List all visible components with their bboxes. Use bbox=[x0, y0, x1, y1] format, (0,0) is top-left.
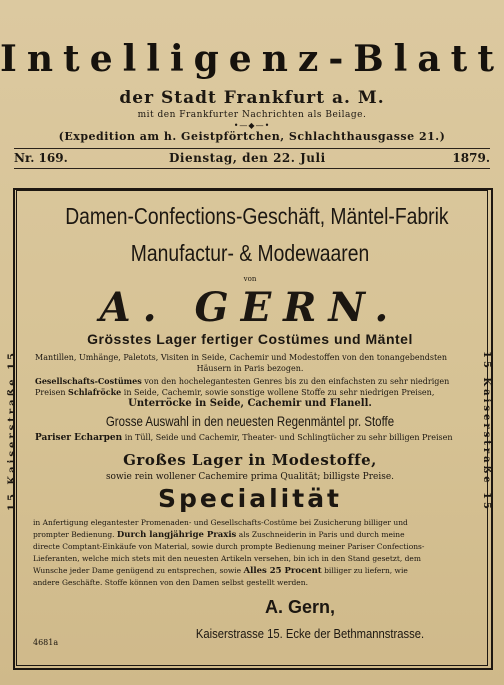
ad-unterrocke-line: Unterröcke in Seide, Cachemir und Flanell. bbox=[128, 398, 372, 409]
masthead-rule-bottom bbox=[14, 168, 490, 169]
masthead-rule-top bbox=[14, 148, 490, 149]
expedition-address: (Expedition am h. Geistpförtchen, Schlachthausgasse 21.) bbox=[58, 130, 446, 143]
ad-mantillen-line: Mantillen, Umhänge, Paletots, Visiten in Seide, Cachemir und Modestoffen von den tonangebendsten bbox=[35, 353, 448, 362]
ad-grosse-auswahl-line: Grosse Auswahl in den neuesten Regenmäntel pr. Stoffe bbox=[105, 413, 395, 429]
ad-cachemire-line: sowie rein wollener Cachemire prima Qualität; billigste Preise. bbox=[105, 472, 395, 482]
ad-side-text-left: 15 Kaiserstraße 15 bbox=[7, 350, 18, 512]
ad-side-text-right: 15 Kaiserstraße 15 bbox=[481, 350, 492, 512]
ad-body-2-lead: prompter Bedienung. bbox=[33, 530, 117, 539]
ad-costumes-lead: Gesellschafts-Costümes bbox=[35, 376, 142, 386]
ad-costumes-line bbox=[35, 376, 465, 386]
issue-bar bbox=[14, 150, 490, 167]
issue-date: Dienstag, den 22. Juli bbox=[169, 151, 326, 165]
ad-lager-line: Grösstes Lager fertiger Costümes und Mäntel bbox=[87, 331, 413, 347]
ad-headline-2: Manufactur- & Modewaaren bbox=[130, 240, 370, 266]
ad-body-line-3: directe Comptant-Einkäufe von Material, sowie durch prompte Bedienung meiner Pariser Confections- bbox=[33, 542, 425, 551]
ad-specialitat-heading: Specialität bbox=[157, 484, 343, 513]
ad-body-line-4: Lieferanten, welche mich stets mit den neuesten Artikeln versehen, bin ich in den Stand gesetzt, dem bbox=[33, 554, 421, 563]
ad-body-5-rest: billiger zu liefern, wie bbox=[321, 566, 408, 575]
newspaper-title: Intelligenz-Blatt bbox=[0, 38, 504, 80]
ad-body-5-lead: Wunsche jeder Dame genügend zu entsprechen, sowie bbox=[33, 566, 244, 575]
issue-number: Nr. 169. bbox=[14, 151, 68, 165]
ad-body-5-bold: Alles 25 Procent bbox=[243, 566, 322, 576]
ad-headline-1: Damen-Confections-Geschäft, Mäntel-Fabrik bbox=[65, 203, 449, 229]
ad-schlafrocke-bold: Schlafröcke bbox=[68, 387, 122, 397]
ad-modestoffe-line: Großes Lager in Modestoffe, bbox=[123, 451, 377, 469]
ad-echarpen-line bbox=[35, 433, 465, 443]
ad-body-line-6: andere Geschäfte. Stoffe können von den Damen selbst gestellt werden. bbox=[33, 578, 308, 587]
ad-mantillen-line-2: Häusern in Paris bezogen. bbox=[196, 364, 304, 373]
ad-schlafrocke-rest: in Seide, Cachemir, sowie sonstige wollene Stoffe zu sehr niedrigen Preisen, bbox=[121, 388, 435, 397]
ornament-divider: •—◆—• bbox=[233, 121, 271, 130]
issue-year: 1879. bbox=[452, 151, 490, 165]
ad-signature: A. Gern, bbox=[264, 597, 335, 617]
ad-echarpen-lead: Pariser Echarpen bbox=[35, 433, 123, 443]
ad-reference-number: 4681a bbox=[33, 638, 59, 647]
supplement-note: mit den Frankfurter Nachrichten als Beilage. bbox=[137, 110, 367, 120]
ad-von: von bbox=[243, 275, 257, 283]
ad-firm-name: A. GERN. bbox=[99, 284, 401, 331]
ad-address: Kaiserstrasse 15. Ecke der Bethmannstrasse. bbox=[195, 627, 425, 641]
ad-schlafrocke-line bbox=[35, 387, 465, 397]
masthead bbox=[0, 0, 504, 150]
ad-echarpen-rest: in Tüll, Seide und Cachemir, Theater- und Schlingtücher zu sehr billigen Preisen bbox=[122, 433, 453, 442]
ad-body-line-2 bbox=[33, 530, 466, 540]
ad-body-2-bold: Durch langjährige Praxis bbox=[116, 530, 237, 540]
newspaper-subtitle: der Stadt Frankfurt a. M. bbox=[119, 88, 385, 108]
ad-body-line-1: in Anfertigung elegantester Promenaden- und Gesellschafts-Costüme bei Zusicherung billiger und bbox=[33, 518, 408, 527]
ad-schlafrocke-lead: Preisen bbox=[35, 388, 69, 397]
ad-costumes-rest: von den hochelegantesten Genres bis zu den einfachsten zu sehr niedrigen bbox=[141, 377, 450, 386]
ad-body-line-5 bbox=[33, 566, 466, 576]
ad-body-2-rest: als Zuschneiderin in Paris und durch meine bbox=[236, 530, 405, 539]
